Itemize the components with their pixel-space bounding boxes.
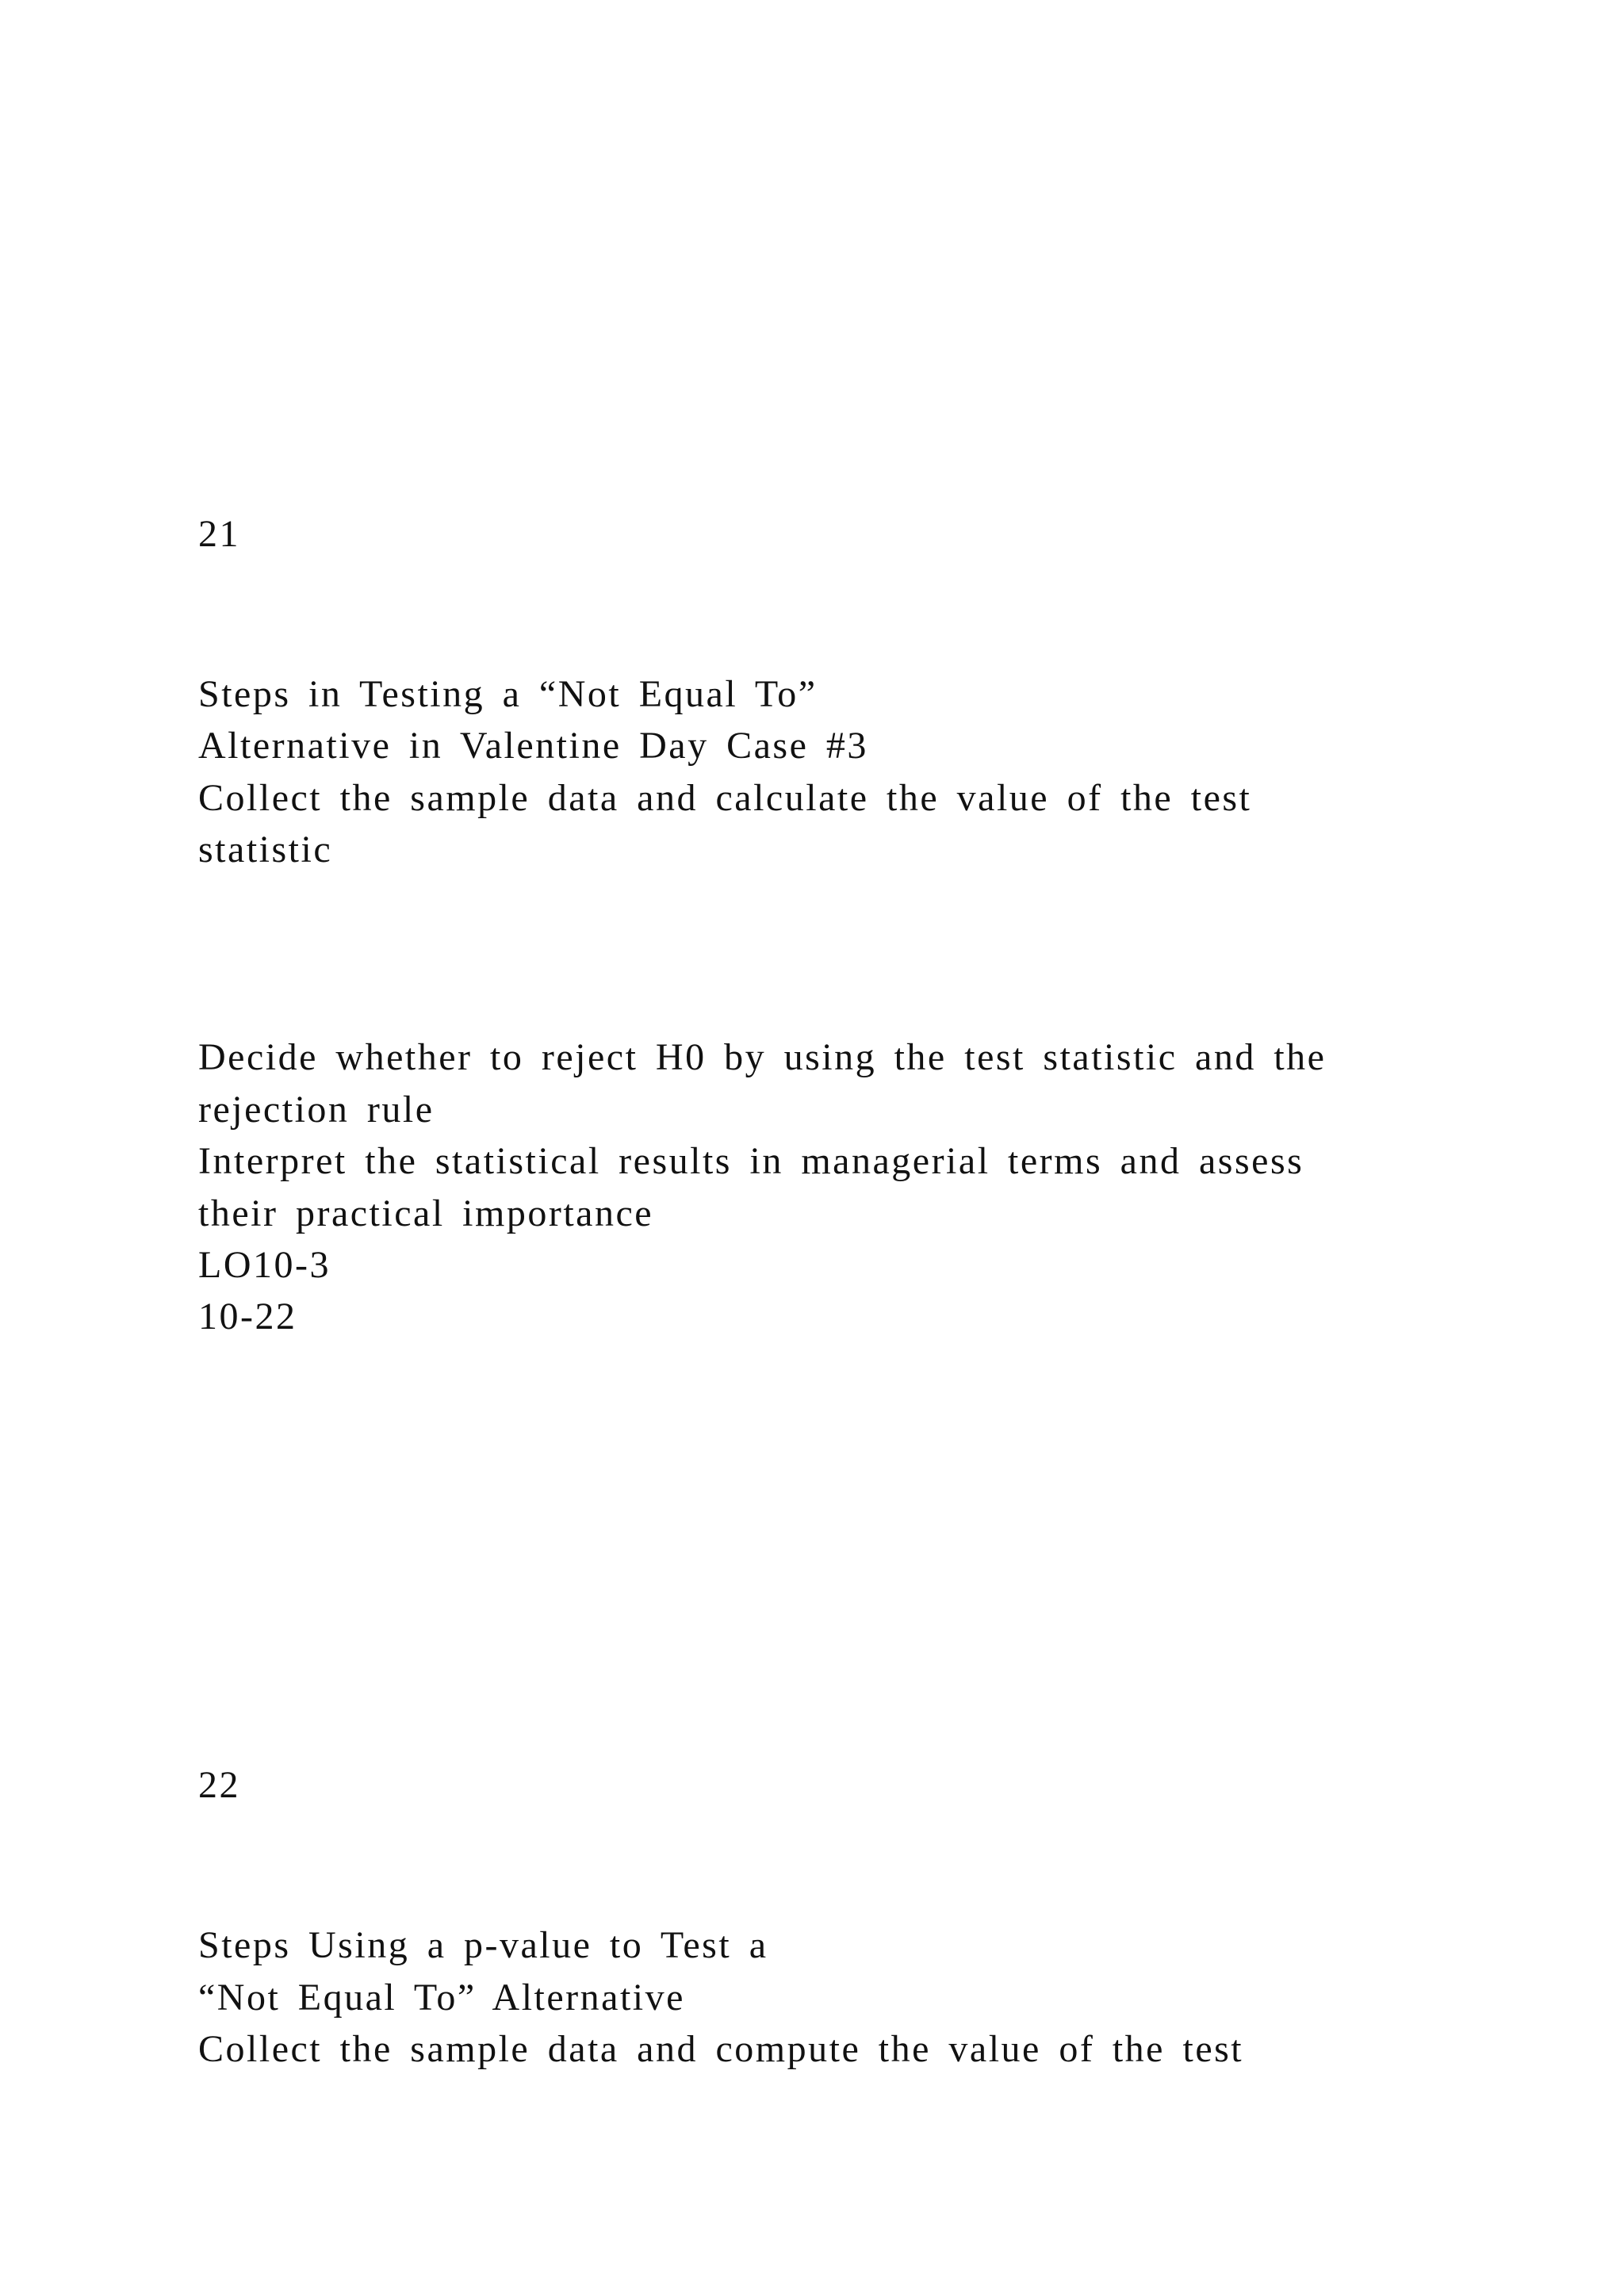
slide-21-text-line: rejection rule xyxy=(198,1089,435,1131)
slide-reference-code: 10-22 xyxy=(198,1295,297,1337)
slide-21-title-line-2: Alternative in Valentine Day Case #3 xyxy=(198,725,868,767)
slide-21-title-line-1: Steps in Testing a “Not Equal To” xyxy=(198,673,818,715)
slide-22-title-line-1: Steps Using a p-value to Test a xyxy=(198,1924,768,1966)
slide-21-text-line: statistic xyxy=(198,828,333,871)
slide-number-21: 21 xyxy=(198,513,240,555)
slide-22-text-line: Collect the sample data and compute the value of the test xyxy=(198,2028,1244,2070)
slide-21-text-line: Decide whether to reject H0 by using the test statistic and the xyxy=(198,1036,1327,1078)
learning-objective-code: LO10-3 xyxy=(198,1244,331,1286)
slide-22-title-line-2: “Not Equal To” Alternative xyxy=(198,1976,685,2019)
slide-number-22: 22 xyxy=(198,1764,240,1806)
slide-21-text-line: their practical importance xyxy=(198,1192,654,1234)
slide-21-text-line: Collect the sample data and calculate the value of the test xyxy=(198,777,1252,819)
slide-21-text-line: Interpret the statistical results in managerial terms and assess xyxy=(198,1140,1304,1182)
